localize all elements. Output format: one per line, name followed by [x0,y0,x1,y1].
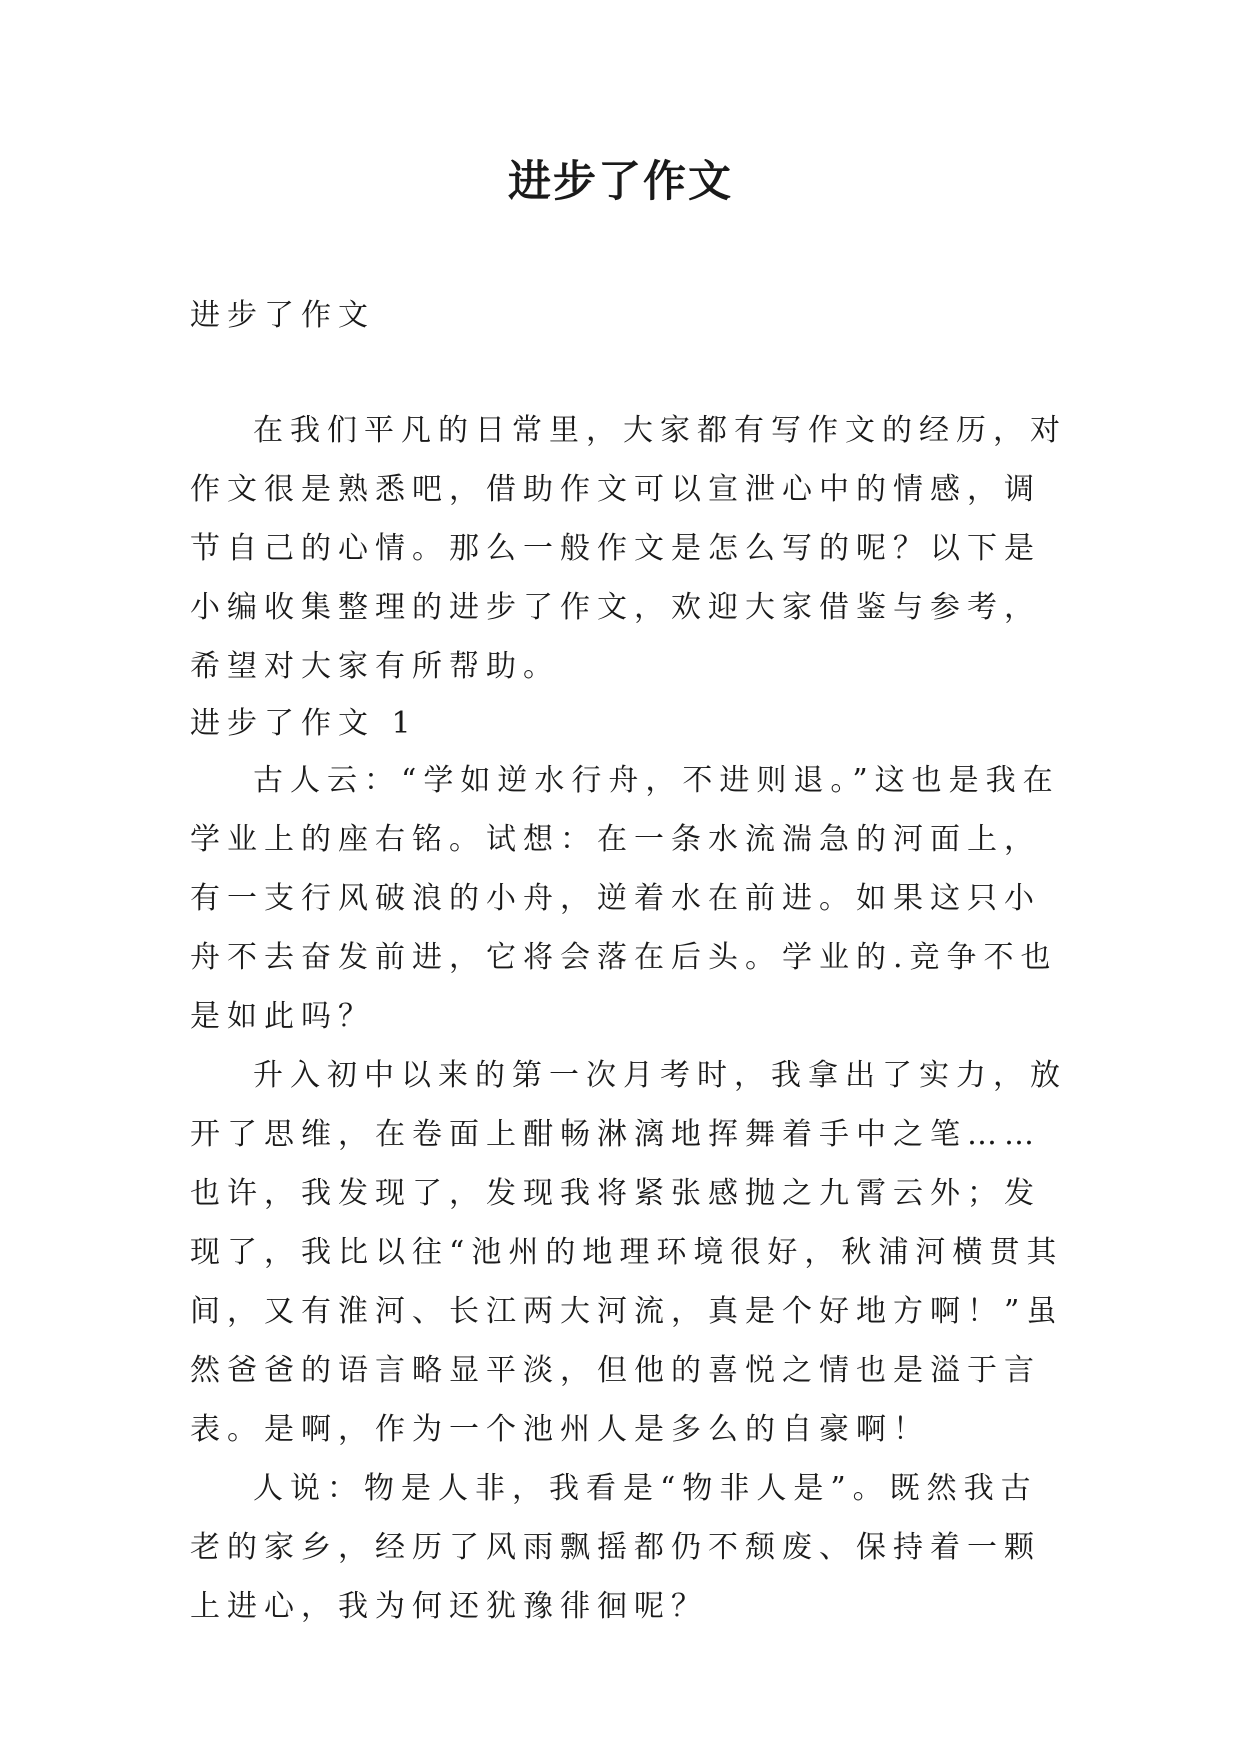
document-title: 进步了作文 [508,157,733,207]
essay-body [190,751,1070,1636]
essay-paragraph-2: 升入初中以来的第一次月考时，我拿出了实力，放开了思维，在卷面上酣畅淋漓地挥舞着手中之笔……也许，我发现了，发现我将紧张感抛之九霄云外；发现了，我比以往“池州的地理环境很好，秋浦河横贯其间，又有淮河、长江两大河流，真是个好地方啊！”虽然爸爸的语言略显平淡，但他的喜悦之情也是溢于言表。是啊，作为一个池州人是多么的自豪啊！ [190,1058,1067,1447]
essay-paragraph-1: 古人云：“学如逆水行舟，不进则退。”这也是我在学业上的座右铭。试想：在一条水流湍急的河面上，有一支行风破浪的小舟，逆着水在前进。如果这只小舟不去奋发前进，它将会落在后头。学业的.竞争不也是如此吗？ [190,763,1060,1034]
document-subtitle: 进步了作文 [190,298,375,333]
section-heading: 进步了作文 1 [190,706,418,741]
intro-paragraph: 在我们平凡的日常里，大家都有写作文的经历，对作文很是熟悉吧，借助作文可以宣泄心中的情感，调节自己的心情。那么一般作文是怎么写的呢？以下是小编收集整理的进步了作文，欢迎大家借鉴与参考，希望对大家有所帮助。 [190,413,1067,684]
essay-paragraph-3: 人说：物是人非，我看是“物非人是”。既然我古老的家乡，经历了风雨飘摇都仍不颓废、保持着一颗上进心，我为何还犹豫徘徊呢？ [190,1471,1041,1624]
